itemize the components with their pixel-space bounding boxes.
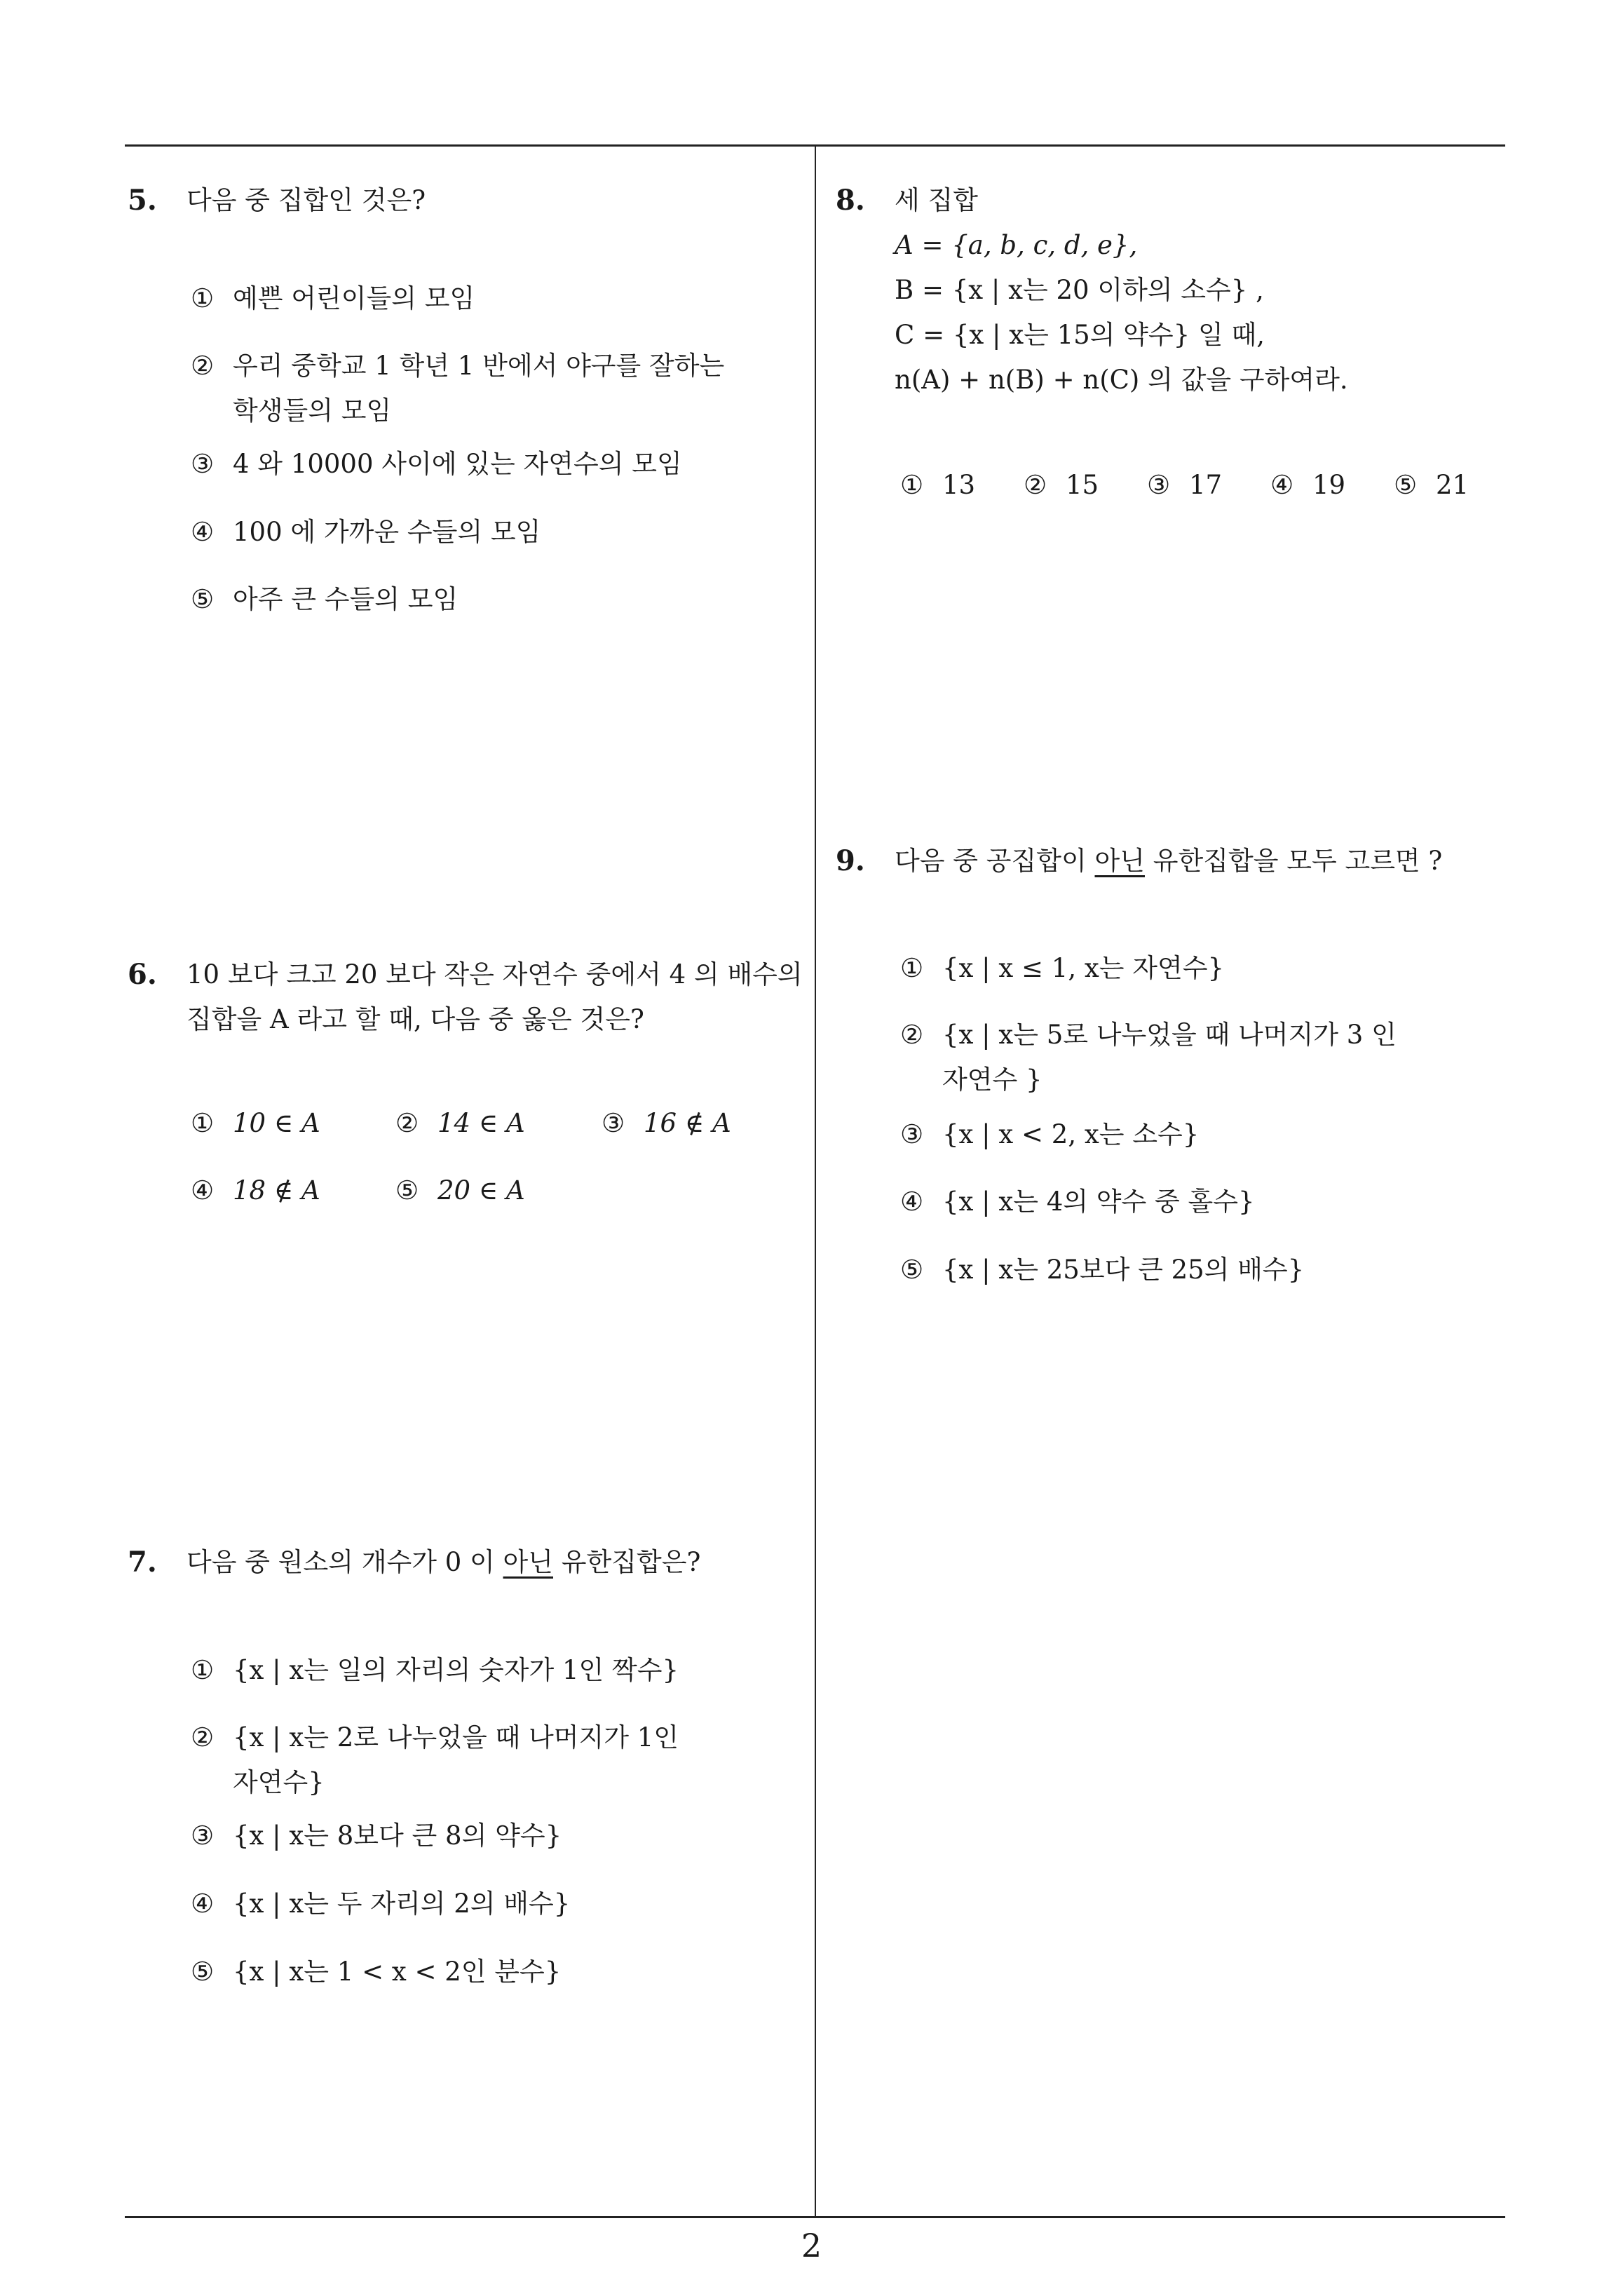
question-number: 6.	[128, 958, 157, 991]
option-text: {x | x는 1 < x < 2인 분수}	[233, 1957, 562, 1987]
column-divider	[815, 144, 816, 2218]
option-text-continued: 학생들의 모임	[233, 396, 392, 426]
stem-text: 유한집합을 모두 고르면 ?	[1144, 846, 1443, 876]
option-text: 10 ∈ A	[233, 1108, 320, 1138]
option-marker: ③	[191, 449, 215, 479]
option-text: 21	[1436, 470, 1469, 500]
page-number: 2	[801, 2227, 822, 2264]
stem-line	[895, 839, 1495, 884]
option-1[interactable]	[191, 1101, 320, 1146]
stem-line: B = {x | x는 20 이하의 소수} ,	[895, 275, 1264, 305]
option-4[interactable]	[900, 1180, 1255, 1224]
stem-line: 세 집합	[895, 185, 978, 215]
option-2[interactable]	[191, 344, 724, 433]
option-4[interactable]	[191, 510, 541, 555]
option-marker: ④	[191, 1889, 215, 1919]
option-3[interactable]	[1147, 463, 1222, 508]
option-text: 예쁜 어린이들의 모임	[233, 283, 475, 313]
option-3[interactable]	[191, 1814, 562, 1858]
option-text: 우리 중학교 1 학년 1 반에서 야구를 잘하는	[233, 351, 725, 381]
option-1[interactable]	[191, 276, 475, 321]
option-2[interactable]	[900, 1013, 1397, 1102]
question-8	[836, 178, 1495, 403]
question-5	[128, 178, 787, 223]
emphasis-underline: 아닌	[503, 1547, 554, 1577]
stem-line	[186, 1540, 787, 1585]
option-1[interactable]	[191, 1648, 679, 1693]
stem-text: 유한집합은?	[553, 1547, 701, 1577]
option-text: {x | x는 4의 약수 중 홀수}	[942, 1187, 1255, 1217]
option-marker: ②	[191, 351, 215, 381]
option-1[interactable]	[900, 946, 1224, 991]
stem-line: n(A) + n(B) + n(C) 의 값을 구하여라.	[895, 365, 1348, 395]
stem-line: C = {x | x는 15의 약수} 일 때,	[895, 320, 1265, 350]
option-5[interactable]	[191, 1950, 561, 1994]
option-text: 아주 큰 수들의 모임	[233, 584, 459, 614]
question-stem	[895, 178, 1495, 403]
option-3[interactable]	[900, 1112, 1199, 1157]
option-text: {x | x는 25보다 큰 25의 배수}	[942, 1255, 1305, 1285]
option-5[interactable]	[191, 577, 458, 622]
stem-line: 10 보다 크고 20 보다 작은 자연수 중에서 4 의 배수의	[186, 959, 803, 990]
question-number: 9.	[836, 844, 865, 877]
option-text: 17	[1189, 470, 1223, 500]
option-marker: ⑤	[395, 1175, 419, 1206]
option-text-continued: 자연수 }	[942, 1065, 1043, 1095]
option-marker: ①	[191, 1108, 215, 1138]
option-marker: ②	[191, 1722, 215, 1753]
option-text: 100 에 가까운 수들의 모임	[233, 517, 541, 547]
option-text: 16 ∉ A	[644, 1108, 731, 1138]
option-marker: ③	[602, 1108, 625, 1138]
option-text: {x | x < 2, x는 소수}	[942, 1119, 1200, 1149]
option-marker: ③	[1147, 470, 1171, 500]
option-2[interactable]	[1024, 463, 1099, 508]
option-5[interactable]	[395, 1168, 525, 1213]
option-5[interactable]	[1394, 463, 1469, 508]
option-marker: ④	[900, 1187, 924, 1217]
option-marker: ①	[900, 470, 924, 500]
option-text: 20 ∈ A	[437, 1175, 525, 1206]
option-3[interactable]	[191, 442, 682, 487]
option-4[interactable]	[191, 1168, 320, 1213]
option-marker: ④	[191, 1175, 215, 1206]
option-marker: ②	[1024, 470, 1047, 500]
option-text: {x | x는 두 자리의 2의 배수}	[233, 1889, 571, 1919]
option-text: 4 와 10000 사이에 있는 자연수의 모임	[233, 449, 682, 479]
option-marker: ③	[191, 1821, 215, 1851]
bottom-rule	[125, 2216, 1505, 2218]
stem-line: 다음 중 집합인 것은?	[186, 185, 426, 215]
option-text-continued: 자연수}	[233, 1767, 325, 1797]
question-stem	[186, 178, 787, 223]
question-6	[128, 952, 803, 1042]
question-9	[836, 839, 1495, 884]
option-marker: ①	[191, 283, 215, 313]
option-marker: ⑤	[191, 1957, 215, 1987]
option-text: {x | x ≤ 1, x는 자연수}	[942, 953, 1224, 983]
option-text: 18 ∉ A	[233, 1175, 320, 1206]
option-3[interactable]	[602, 1101, 731, 1146]
question-stem	[186, 1540, 787, 1585]
question-7	[128, 1540, 787, 1585]
question-number: 8.	[836, 184, 865, 217]
question-stem	[186, 952, 803, 1042]
option-marker: ②	[395, 1108, 419, 1138]
stem-text: 다음 중 원소의 개수가 0 이	[186, 1547, 503, 1577]
option-text: 13	[942, 470, 976, 500]
emphasis-underline: 아닌	[1094, 846, 1145, 876]
option-4[interactable]	[191, 1882, 570, 1926]
option-marker: ③	[900, 1119, 924, 1149]
option-marker: ①	[900, 953, 924, 983]
stem-line: 집합을 A 라고 할 때, 다음 중 옳은 것은?	[186, 1004, 644, 1034]
option-text: {x | x는 5로 나누었을 때 나머지가 3 인	[942, 1020, 1397, 1050]
question-number: 7.	[128, 1546, 157, 1579]
option-text: 19	[1312, 470, 1346, 500]
stem-line: A = {a, b, c, d, e},	[895, 230, 1138, 260]
option-marker: ⑤	[900, 1255, 924, 1285]
option-text: 14 ∈ A	[437, 1108, 525, 1138]
option-marker: ②	[900, 1020, 924, 1050]
option-2[interactable]	[395, 1101, 525, 1146]
option-marker: ④	[1270, 470, 1294, 500]
option-marker: ④	[191, 517, 215, 547]
option-marker: ⑤	[191, 584, 215, 614]
option-text: {x | x는 2로 나누었을 때 나머지가 1인	[233, 1722, 679, 1753]
option-text: {x | x는 일의 자리의 숫자가 1인 짝수}	[233, 1655, 679, 1685]
option-marker: ⑤	[1394, 470, 1418, 500]
option-1[interactable]	[900, 463, 975, 508]
question-number: 5.	[128, 184, 157, 217]
option-2[interactable]	[191, 1715, 679, 1805]
option-text: 15	[1066, 470, 1099, 500]
option-marker: ①	[191, 1655, 215, 1685]
option-text: {x | x는 8보다 큰 8의 약수}	[233, 1821, 562, 1851]
stem-text: 다음 중 공집합이	[895, 846, 1095, 876]
option-5[interactable]	[900, 1248, 1304, 1292]
option-4[interactable]	[1270, 463, 1345, 508]
question-stem	[895, 839, 1495, 884]
